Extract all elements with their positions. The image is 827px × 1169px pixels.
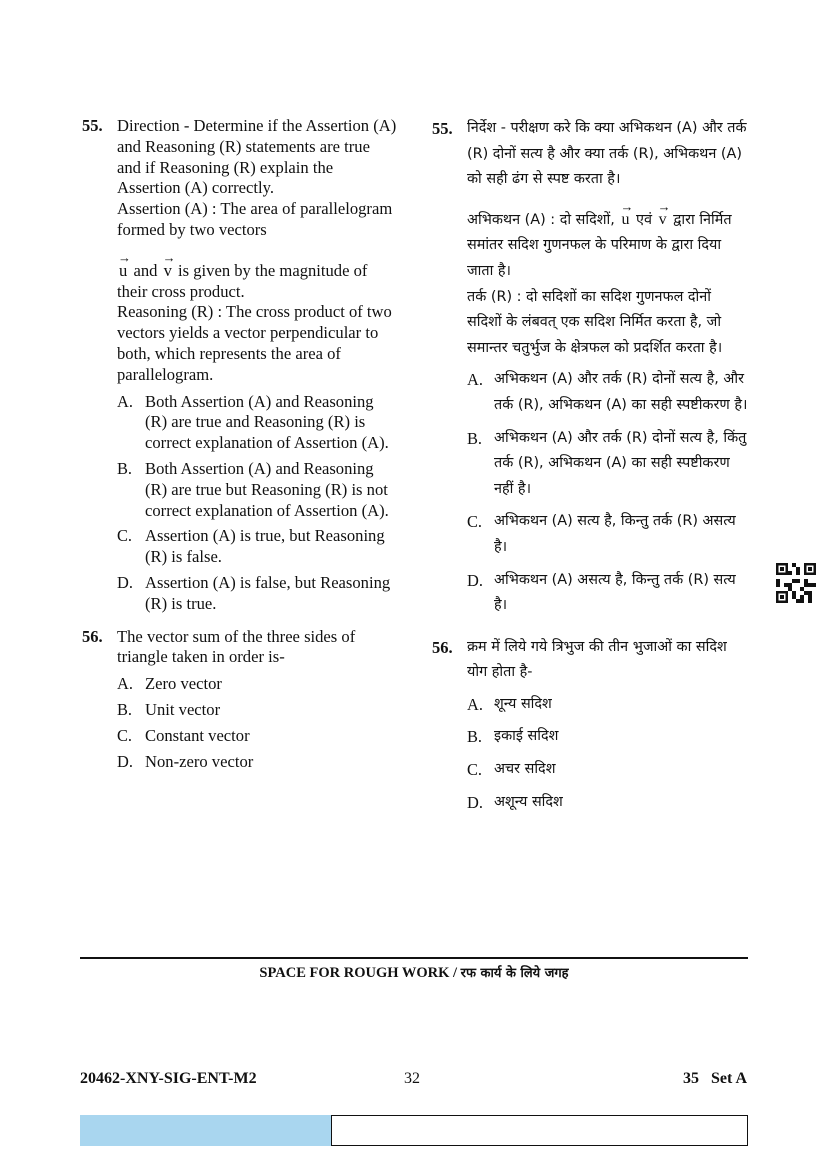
rough-work-heading: SPACE FOR ROUGH WORK / रफ कार्य के लिये जगह (259, 965, 569, 981)
question-number: 56. (82, 626, 103, 646)
assertion-continuation: is given by the magnitude of their cross product. (117, 260, 368, 301)
question-number: 55. (82, 116, 103, 135)
option-c[interactable]: C. अभिकथन (A) सत्य है, किन्तु तर्क (R) असत्य है। (467, 512, 736, 555)
option-d[interactable]: D. अशून्य सदिश (467, 792, 563, 812)
reasoning-text: Reasoning (R) : The cross product of two vectors yields a vector perpendicular to both, which represents the area of parallelogram. (117, 302, 392, 384)
assertion-vectors (117, 255, 398, 303)
vector-u: → u (117, 261, 129, 282)
assertion-text: अभिकथन (A) : दो सदिशों, → u एवं → v द्वारा निर्मित समांतर सदिश गुणनफल के परिमाण के द्वारा दिया जाता है। (467, 201, 750, 285)
option-d[interactable]: D. अभिकथन (A) असत्य है, किन्तु तर्क (R) सत्य है। (467, 570, 736, 614)
option-d[interactable]: D. Non-zero vector (117, 751, 254, 771)
question-direction: Direction - Determine if the Assertion (A) and Reasoning (R) statements are true and if Reasoning (R) explain the Assertion (A) correctly. (117, 116, 397, 198)
english-column (82, 116, 398, 777)
question-number: 56. (432, 637, 453, 657)
option-a[interactable]: A. शून्य सदिश (467, 694, 552, 714)
question-55-hindi (432, 116, 750, 619)
options-list (467, 367, 750, 618)
page-number: 32 (404, 1070, 420, 1087)
footer-blank-box (331, 1115, 748, 1146)
assertion-text: Assertion (A) : The area of parallelogram formed by two vectors (117, 199, 393, 239)
question-text: The vector sum of the three sides of triangle taken in order is- (117, 626, 356, 667)
question-text: क्रम में लिये गये त्रिभुज की तीन भुजाओं का सदिश योग होता है- (467, 638, 727, 681)
option-c[interactable]: C. Assertion (A) is true, but Reasoning (R) is false. (117, 526, 385, 567)
option-a[interactable]: A. Both Assertion (A) and Reasoning (R) are true and Reasoning (R) is correct explanation of Assertion (A). (117, 391, 389, 453)
question-number: 55. (432, 119, 453, 138)
option-c[interactable]: C. Constant vector (117, 725, 250, 745)
footer-color-bar (80, 1115, 331, 1146)
hindi-column (432, 116, 750, 822)
reasoning-text: तर्क (R) : दो सदिशों का सदिश गुणनफल दोनों सदिशों के लंबवत् एक सदिश निर्मित करता है, जो समान्तर चतुर्भुज के क्षेत्रफल को प्रदर्शित करता है। (467, 288, 723, 356)
question-55-english (82, 116, 398, 615)
option-b[interactable]: B. इकाई सदिश (467, 727, 559, 747)
qr-code-icon (776, 563, 816, 603)
and-word: and (133, 260, 158, 280)
vector-v: → v (162, 261, 174, 282)
option-a[interactable]: A. अभिकथन (A) और तर्क (R) दोनों सत्य है, और तर्क (R), अभिकथन (A) का सही स्पष्टीकरण है। (467, 370, 748, 413)
vector-v: → v (657, 207, 669, 233)
rough-work-divider (80, 957, 748, 959)
option-b[interactable]: B. अभिकथन (A) और तर्क (R) दोनों सत्य है, किंतु तर्क (R), अभिकथन (A) का सही स्पष्टीकरण नहीं है। (467, 428, 747, 497)
vector-u: → u (619, 207, 631, 233)
question-56-hindi (432, 635, 750, 816)
question-direction: निर्देश - परीक्षण करे कि क्या अभिकथन (A) और तर्क (R) दोनों सत्य है और क्या तर्क (R), अभिकथन (A) को सही ढंग से स्पष्ट करता है। (467, 120, 747, 188)
question-56-english (82, 627, 398, 773)
options-list (117, 392, 398, 615)
options-list (467, 692, 750, 815)
option-b[interactable]: B. Unit vector (117, 699, 221, 719)
options-list (117, 674, 398, 772)
option-c[interactable]: C. अचर सदिश (467, 760, 556, 780)
option-d[interactable]: D. Assertion (A) is false, but Reasoning (R) is true. (117, 572, 391, 613)
set-label: 35 Set A (683, 1070, 747, 1087)
option-a[interactable]: A. Zero vector (117, 674, 222, 694)
option-b[interactable]: B. Both Assertion (A) and Reasoning (R) are true but Reasoning (R) is not correct explanation of Assertion (A). (117, 458, 389, 520)
and-word: एवं (636, 211, 652, 228)
paper-code: 20462-XNY-SIG-ENT-M2 (80, 1070, 257, 1087)
assertion-continuation: द्वारा निर्मित समांतर सदिश गुणनफल के परिमाण के द्वारा दिया जाता है। (467, 211, 732, 279)
